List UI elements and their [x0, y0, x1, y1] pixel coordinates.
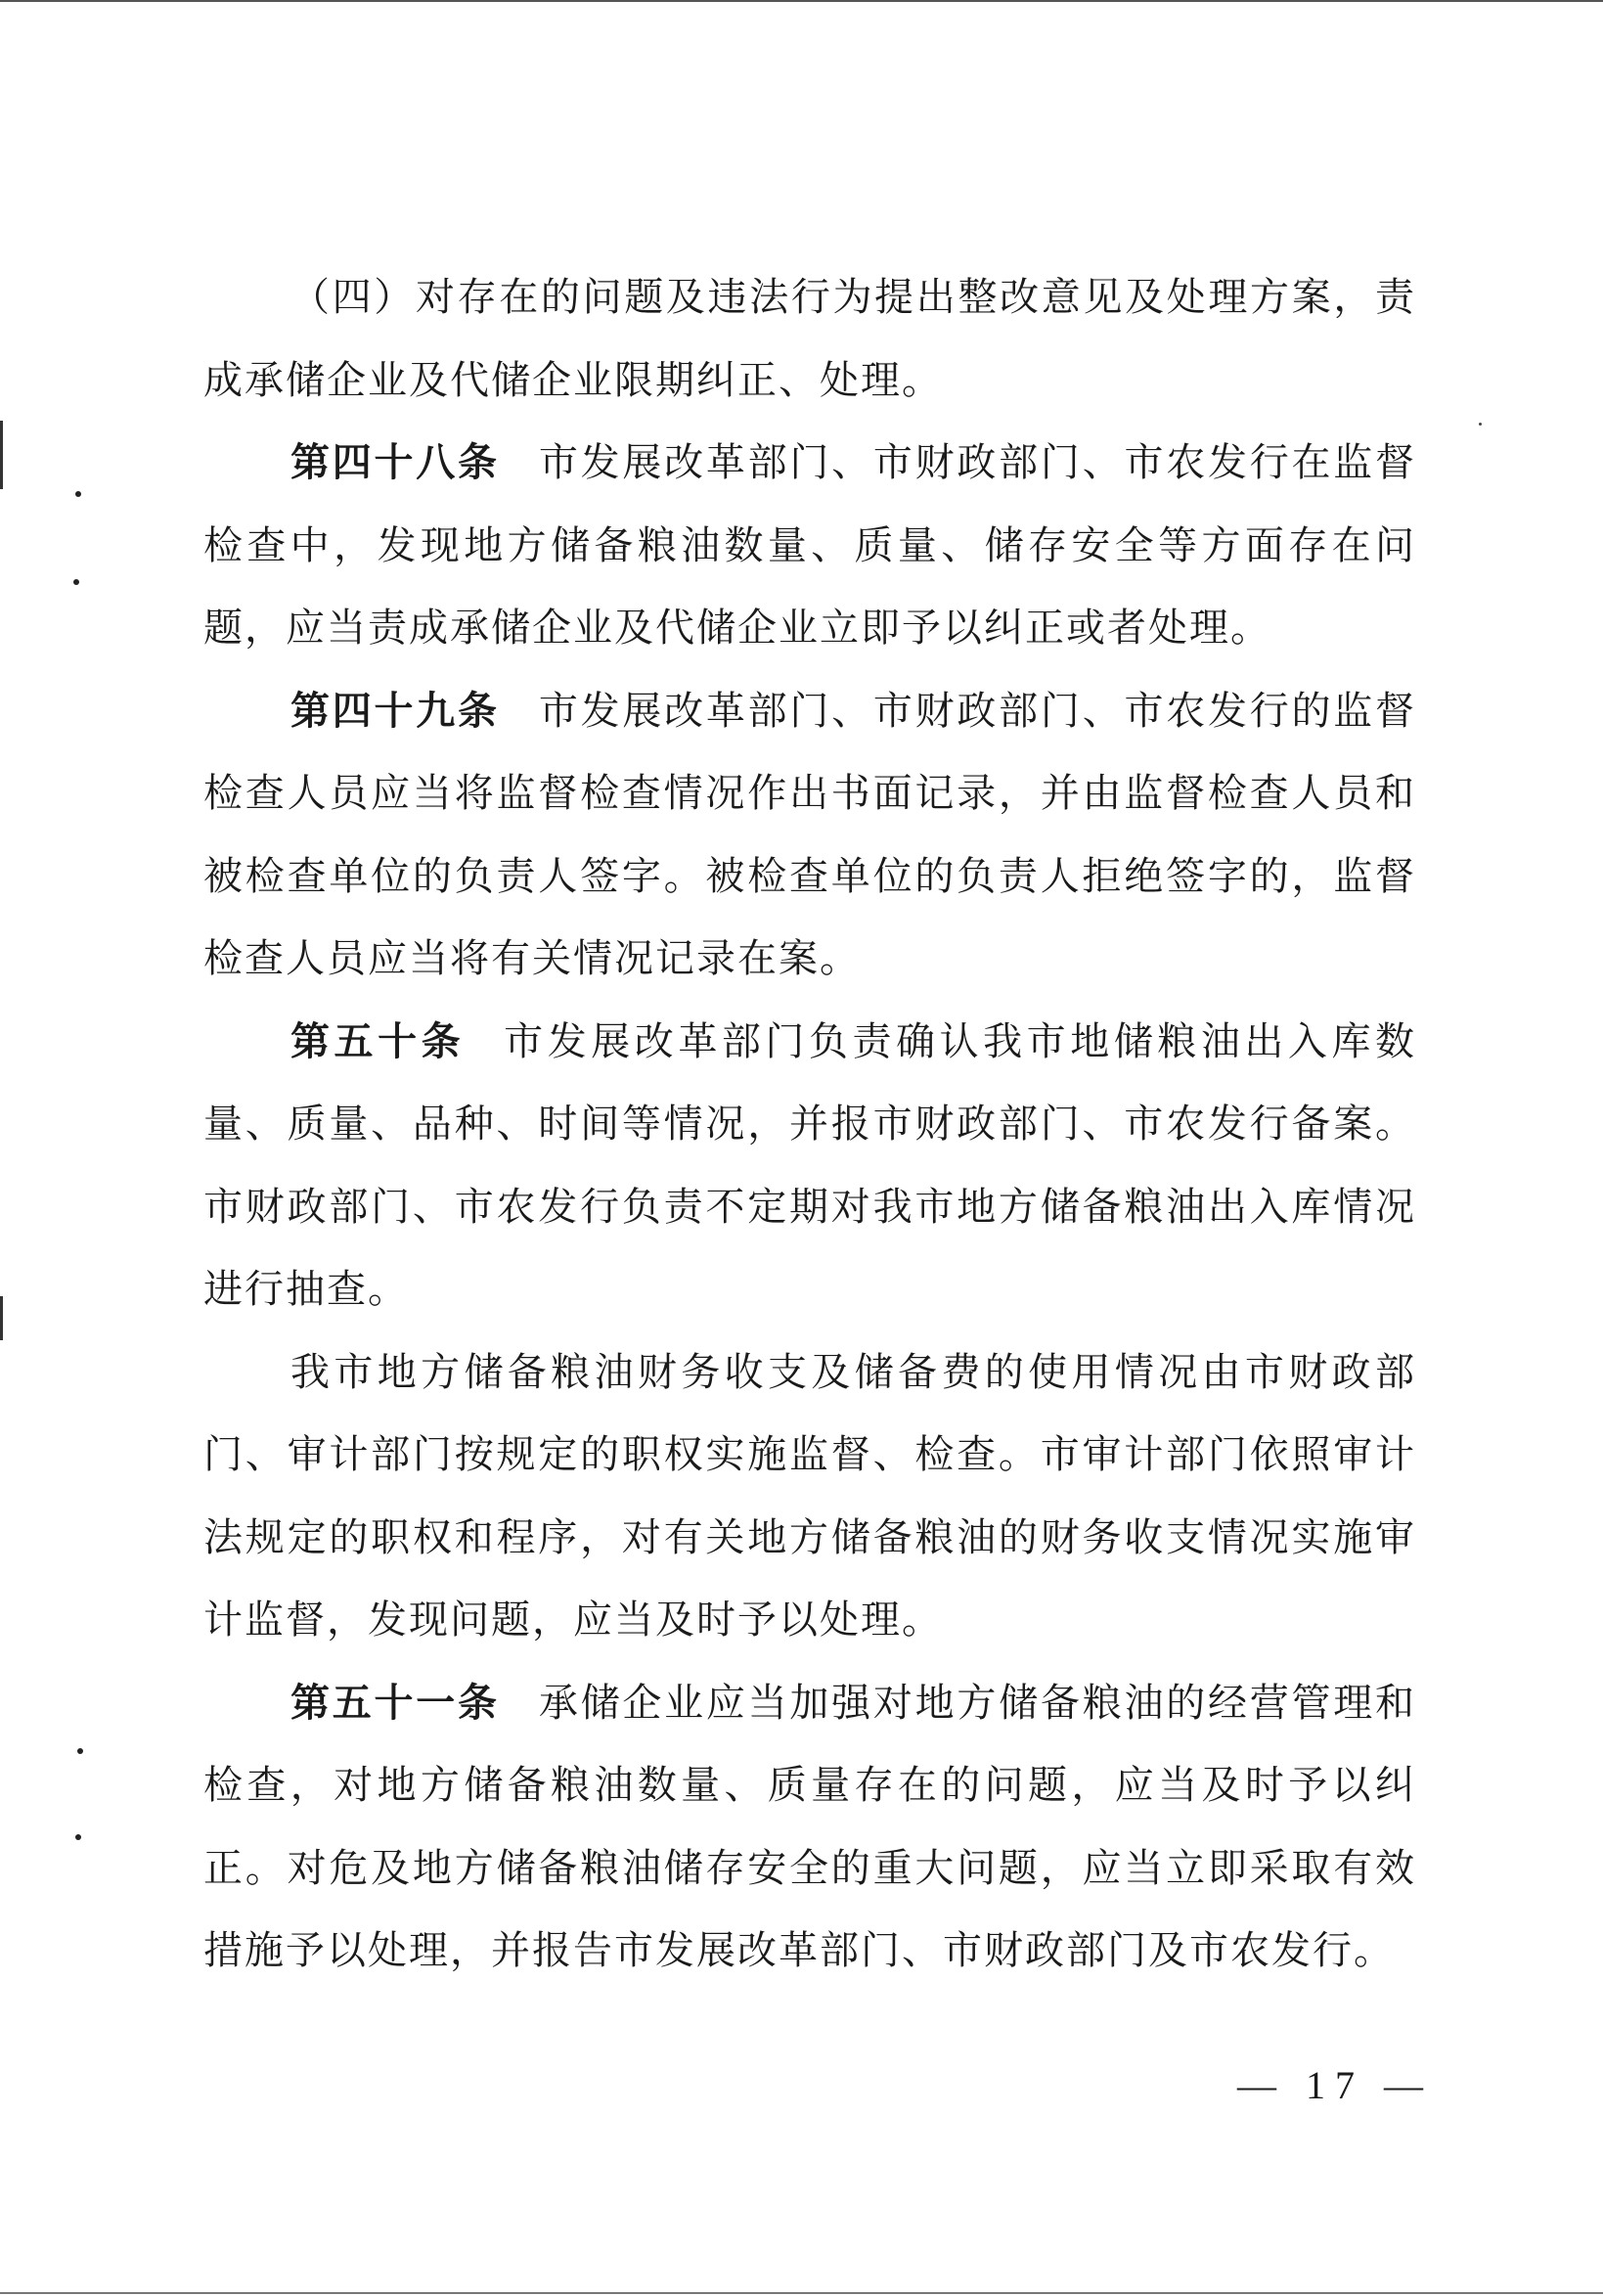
- article-48: [203, 422, 1416, 670]
- page-number: — 17 —: [1237, 2063, 1433, 2107]
- document-body: [203, 256, 1416, 1993]
- article-heading: 第五十条: [290, 1018, 466, 1064]
- article-text: 市发展改革部门负责确认我市地储粮油出入库数量、质量、品种、时间等情况，并报市财政部门、市农发行备案。市财政部门、市农发行负责不定期对我市地方储备粮油出入库情况进行抽查。: [203, 1018, 1417, 1312]
- paragraph-text: 我市地方储备粮油财务收支及储备费的使用情况由市财政部门、审计部门按规定的职权实施监督、检查。市审计部门依照审计法规定的职权和程序，对有关地方储备粮油的财务收支情况实施审计监督，发现问题，应当及时予以处理。: [203, 1349, 1416, 1643]
- scan-bottom-edge: [0, 2292, 1603, 2294]
- article-heading: 第四十八条: [290, 440, 500, 485]
- article-heading: 第五十一条: [290, 1680, 500, 1726]
- binding-hole-dot: [77, 1748, 83, 1754]
- article-49: [203, 670, 1416, 1001]
- scan-speck: [1479, 423, 1482, 426]
- binding-hole-dot: [73, 579, 79, 585]
- binding-hole-dot: [75, 491, 81, 497]
- article-50-paragraph-2: [203, 1331, 1416, 1662]
- article-50: [203, 1001, 1416, 1331]
- article-text: 市发展改革部门、市财政部门、市农发行在监督检查中，发现地方储备粮油数量、质量、储存安全等方面存在问题，应当责成承储企业及代储企业立即予以纠正或者处理。: [203, 440, 1417, 651]
- scan-top-edge: [0, 0, 1603, 2]
- article-heading: 第四十九条: [290, 688, 500, 734]
- binding-hole-dot: [75, 1834, 81, 1840]
- article-51: [203, 1662, 1416, 1993]
- article-text: 市发展改革部门、市财政部门、市农发行的监督检查人员应当将监督检查情况作出书面记录，并由监督检查人员和被检查单位的负责人签字。被检查单位的负责人拒绝签字的，监督检查人员应当将有关情况记录在案。: [203, 688, 1417, 981]
- paragraph-item-4: [203, 256, 1416, 422]
- scan-left-edge-mark: [0, 421, 3, 489]
- paragraph-text: （四）对存在的问题及违法行为提出整改意见及处理方案，责成承储企业及代储企业限期纠正、处理。: [203, 275, 1416, 403]
- article-text: 承储企业应当加强对地方储备粮油的经营管理和检查，对地方储备粮油数量、质量存在的问题，应当及时予以纠正。对危及地方储备粮油储存安全的重大问题，应当立即采取有效措施予以处理，并报告市发展改革部门、市财政部门及市农发行。: [203, 1680, 1417, 1973]
- scan-left-edge-mark: [0, 1296, 3, 1340]
